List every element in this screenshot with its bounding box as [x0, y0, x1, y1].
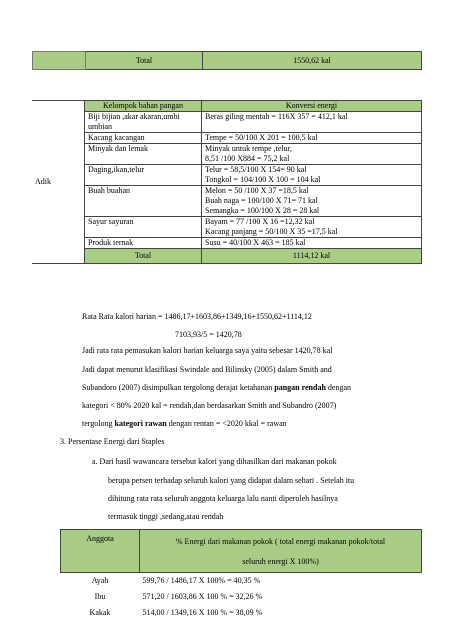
- table-row: [61, 573, 422, 590]
- conversion-line: Susu = 40/100 X 463 = 185 kal: [205, 238, 306, 247]
- top-total-table: [32, 51, 422, 70]
- table-row: [32, 112, 422, 133]
- adik-total-label: Total: [85, 249, 202, 264]
- group-cell: Biji bijian ,akar akaran,umbi umbian: [85, 112, 202, 133]
- header-group: Kelompok bahan pangan: [85, 101, 202, 112]
- group-cell: Minyak dan lemak: [85, 144, 202, 165]
- empty-cell: [33, 52, 86, 70]
- percent-cell: 571,20 / 1603,86 X 100 % = 32,26 %: [142, 592, 263, 601]
- conversion-line: Telur = 58,5/100 X 154= 90 kal: [205, 165, 307, 174]
- conversion-line: 8,51 /100 X884 = 75,2 kal: [205, 154, 290, 163]
- paragraph-line: tergolong kategori rawan dengan rentan = <2020 kkal = rawan: [82, 419, 287, 428]
- average-formula: Rata Rata kalori harian = 1486,17+1603,86+1349,16+1550,62+1114,12: [82, 312, 312, 321]
- conversion-line: Tongkol = 104/100 X 100 = 104 kal: [205, 175, 321, 184]
- table-row: [32, 238, 422, 249]
- group-cell: Buah buahan: [85, 186, 202, 217]
- percent-cell: 514,00 / 1349,16 X 100 % = 38,09 %: [142, 608, 263, 617]
- table-row: [32, 144, 422, 165]
- list-item-line: berupa persen terhadap seluruh kalori yang didapat dalam sehari . Setelah itu: [108, 476, 355, 485]
- adik-row-label: Adik: [32, 101, 85, 264]
- percent-cell: 599,76 / 1486,17 X 100% = 40,35 %: [142, 576, 261, 585]
- header-member: Anggota: [61, 530, 140, 573]
- header-percent: % Energi dari makanan pokok ( total energi makanan pokok/total seluruh energi X 100%): [140, 530, 422, 573]
- paragraph-line: kategori < 80% 2020 kal = rendah,dan berdasarkan Smith and Subandro (2007): [82, 401, 337, 410]
- conversion-line: Bayam = 77 /100 X 16 =12,32 kal: [205, 217, 315, 226]
- table-row: [32, 217, 422, 238]
- member-cell: Ayah: [91, 576, 109, 585]
- member-cell: Kakak: [89, 608, 111, 617]
- staples-table: [60, 529, 422, 621]
- conversion-line: Tempe = 50/100 X 201 = 100,5 kal: [205, 133, 318, 142]
- conversion-line: Buah naga = 100/100 X 71= 71 kal: [205, 196, 318, 205]
- top-total-label: Total: [86, 52, 203, 70]
- section-heading: 3. Persentase Energi dari Staples: [60, 437, 165, 446]
- list-item: a. Dari hasil wawancara tersebut kalori yang dihasilkan dari makanan pokok: [92, 457, 337, 466]
- average-result: 7103,93/5 = 1420,78: [175, 330, 242, 339]
- list-item-line: termasuk tinggi ,sedang,atau rendah: [108, 512, 224, 521]
- header-conversion: Konversi energi: [202, 101, 422, 112]
- top-total-value: 1550,62 kal: [203, 52, 422, 70]
- group-cell: Kacang kacangan: [85, 133, 202, 144]
- bold-term: kategori rawan: [114, 419, 167, 428]
- group-cell: Produk ternak: [85, 238, 202, 249]
- bold-term: pangan rendah: [274, 383, 326, 392]
- table-row: [32, 165, 422, 186]
- adik-total-value: 1114,12 kal: [202, 249, 422, 264]
- conversion-line: Beras giling mentah = 116X 357 = 412,1 kal: [205, 112, 348, 121]
- paragraph-line: Subandoro (2007) disimpulkan tergolong derajat ketahanan pangan rendah dengan: [82, 383, 352, 392]
- list-item-line: dihitung rata rata seluruh anggota keluarga lalu nanti diperoleh hasilnya: [108, 494, 338, 503]
- group-cell: Sayur sayuran: [85, 217, 202, 238]
- conversion-line: Kacang panjang = 50/100 X 35 =17,5 kal: [205, 227, 338, 236]
- adik-energy-table: [32, 100, 422, 264]
- table-row: [61, 589, 422, 605]
- conversion-line: Semangka = 100/100 X 28 = 28 kal: [205, 206, 320, 215]
- conversion-line: Minyak untuk tempe ,telur,: [205, 144, 292, 153]
- table-row: [32, 133, 422, 144]
- member-cell: Ibu: [94, 592, 106, 601]
- conversion-line: Melon = 50 /100 X 37 =18,5 kal: [205, 186, 309, 195]
- paragraph-line: Jadi rata rata pemasukan kalori harian keluarga saya yaitu sebesar 1420,78 kal: [82, 346, 333, 355]
- table-row: [61, 605, 422, 621]
- paragraph-line: Jadi dapat menurut klasifikasi Swindale and Bilinsky (2005) dalam Smith and: [82, 365, 332, 374]
- group-cell: Daging,ikan,telur: [85, 165, 202, 186]
- table-row: [32, 186, 422, 217]
